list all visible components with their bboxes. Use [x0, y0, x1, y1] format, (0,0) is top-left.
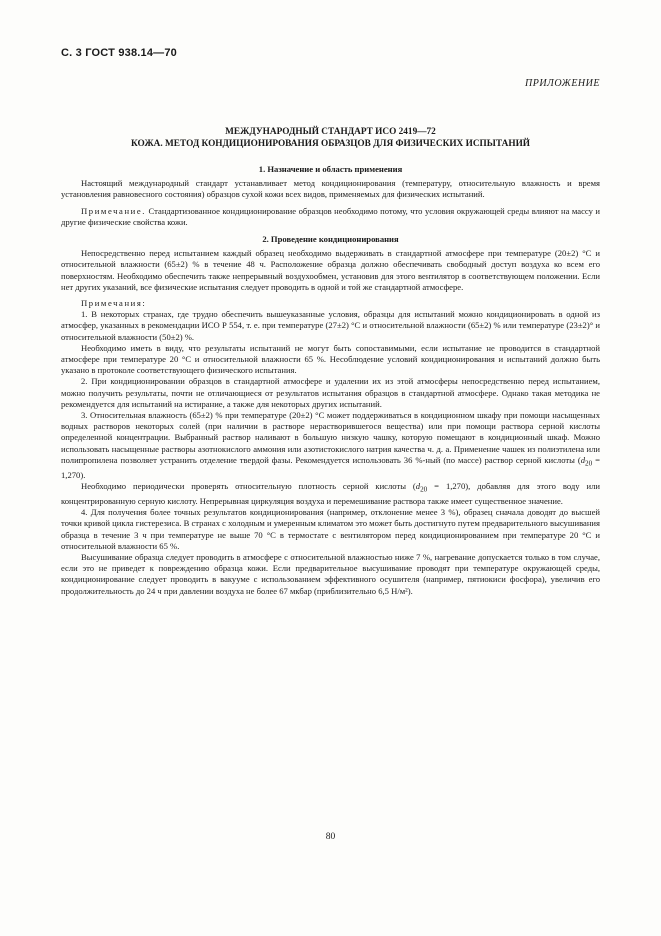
note-3: [61, 410, 600, 481]
running-head: С. 3 ГОСТ 938.14—70: [61, 47, 178, 59]
note-3-text-a: 3. Относительная влажность (65±2) % при температуре (20±2) °С может поддерживаться в кондиционном шкафу при помощи насыщенных водных растворов некоторых солей (при наличии в растворе нерастворившегося вещества) или при помощи раствора серной кислоты определенной концентрации. Выбранный раствор наливают в большую низкую чашку, которую помещают в кондиционный шкаф. Можно использовать насыщенные растворы азотнокислого аммония или азотистокислого натрия качества ч. д. а. Применение чашек из полиэтилена или полипропилена позволяет устранить отделение твердой фазы. Рекомендуется использовать 36 %-ный (по массе) раствор серной кислоты (: [61, 410, 600, 465]
note-text: Стандартизованное кондиционирование образцов необходимо потому, что условия окружающей среды влияют на массу и другие физические свойства кожи.: [61, 205, 600, 227]
document-body: [61, 127, 600, 597]
note-1: 1. В некоторых странах, где трудно обеспечить вышеуказанные условия, образцы для испытаний можно кондиционировать в одной из атмосфер, указанных в рекомендации ИСО Р 554, т. е. при температуре (27±2) °С и относительной влажности (65±2) % или температуре (23±2)° и относительной влажности (50±2) %.: [61, 309, 600, 342]
section2-paragraph: Непосредственно перед испытанием каждый образец необходимо выдерживать в стандартной атмосфере при температуре (20±2) °С и относительной влажности (65±2) % в течение 48 ч. Расположение образца должно обеспечивать свободный доступ воздуха ко всем его поверхностям. Необходимо обеспечить также непрерывный воздухообмен, установив для этого вентилятор в соответствующем положении. Если нет других указаний, все физические испытания следует проводить в одной и той же стандартной атмосфере.: [61, 248, 600, 292]
document-title-line1: МЕЖДУНАРОДНЫЙ СТАНДАРТ ИСО 2419—72: [225, 127, 436, 137]
note-4-continuation: Высушивание образца следует проводить в атмосфере с относительной влажностью ниже 7 %, нагревание допускается только в том случае, если это не приведет к повреждению образца кожи. Если предварительное высушивание проводят при температуре окружающей среды, кондиционирование следует проводить в вакууме с использованием эффективного осушителя (например, пятиокиси фосфора), увеличив его продолжительность до 24 ч при давлении воздуха не более 67 мкбар (приблизительно 6,5 Н/м²).: [61, 551, 600, 596]
density-subscript-2: 20: [420, 485, 428, 494]
document-title-line2: КОЖА. МЕТОД КОНДИЦИОНИРОВАНИЯ ОБРАЗЦОВ ДЛЯ ФИЗИЧЕСКИХ ИСПЫТАНИЙ: [130, 138, 531, 149]
note-3-text-b: = 1,270).: [61, 454, 600, 480]
section1-heading: 1. Назначение и область применения: [258, 164, 403, 174]
note-2: 2. При кондиционировании образцов в стандартной атмосфере и удалении их из этой атмосферы непосредственно перед испытанием, можно получить результаты, почти не отличающиеся от результатов испытания образцов в стандартной атмосфере. Однако такая методика не рекомендуется для испытаний на истирание, а также для некоторых других испытаний.: [61, 376, 600, 409]
appendix-label: ПРИЛОЖЕНИЕ: [525, 78, 600, 89]
density-symbol-2: d: [415, 481, 421, 491]
section1-paragraph: Настоящий международный стандарт устанавливает метод кондиционирования (температуру, относительную влажность и время установления равновесного состояния) образцов сухой кожи всех видов, применяемых для физических испытаний.: [61, 178, 600, 200]
note-3b-text-b: = 1,270), добавляя для этого воду или концентрированную серную кислоту. Непрерывная циркуляция воздуха и перемешивание раствора также имеет существенное значение.: [61, 481, 600, 506]
notes-label-paragraph: [61, 298, 600, 309]
section2-heading: 2. Проведение кондиционирования: [262, 234, 399, 245]
page-number: 80: [325, 832, 336, 842]
note-label: Примечание.: [81, 205, 147, 216]
note-3b-text-a: Необходимо периодически проверять относительную плотность серной кислоты (: [81, 481, 416, 491]
notes-label: Примечания:: [81, 298, 147, 309]
note-1-continuation: Необходимо иметь в виду, что результаты испытаний не могут быть сопоставимыми, если испытание не проводится в стандартной атмосфере при температуре 20 °С и относительной влажности 65 %. Несоблюдение условий кондиционирования и испытаний должно быть указано в протоколе соответствующего физического испытания.: [61, 342, 600, 376]
section1-note: [61, 206, 600, 228]
note-4: 4. Для получения более точных результатов кондиционирования (например, отклонение менее 3 %), образец сначала доводят до высшей точки кривой цикла гистерезиса. В странах с холодным и умеренным климатом это может быть достигнуто путем предварительного высушивания образца в течение 3 ч при температуре не выше 70 °С в термостате с вентилятором перед кондиционированием при температуре 20 °С и относительной влажности 65 %.: [61, 507, 600, 551]
note-3-continuation: [61, 481, 600, 507]
density-subscript: 20: [585, 459, 593, 468]
density-symbol: d: [580, 454, 586, 465]
